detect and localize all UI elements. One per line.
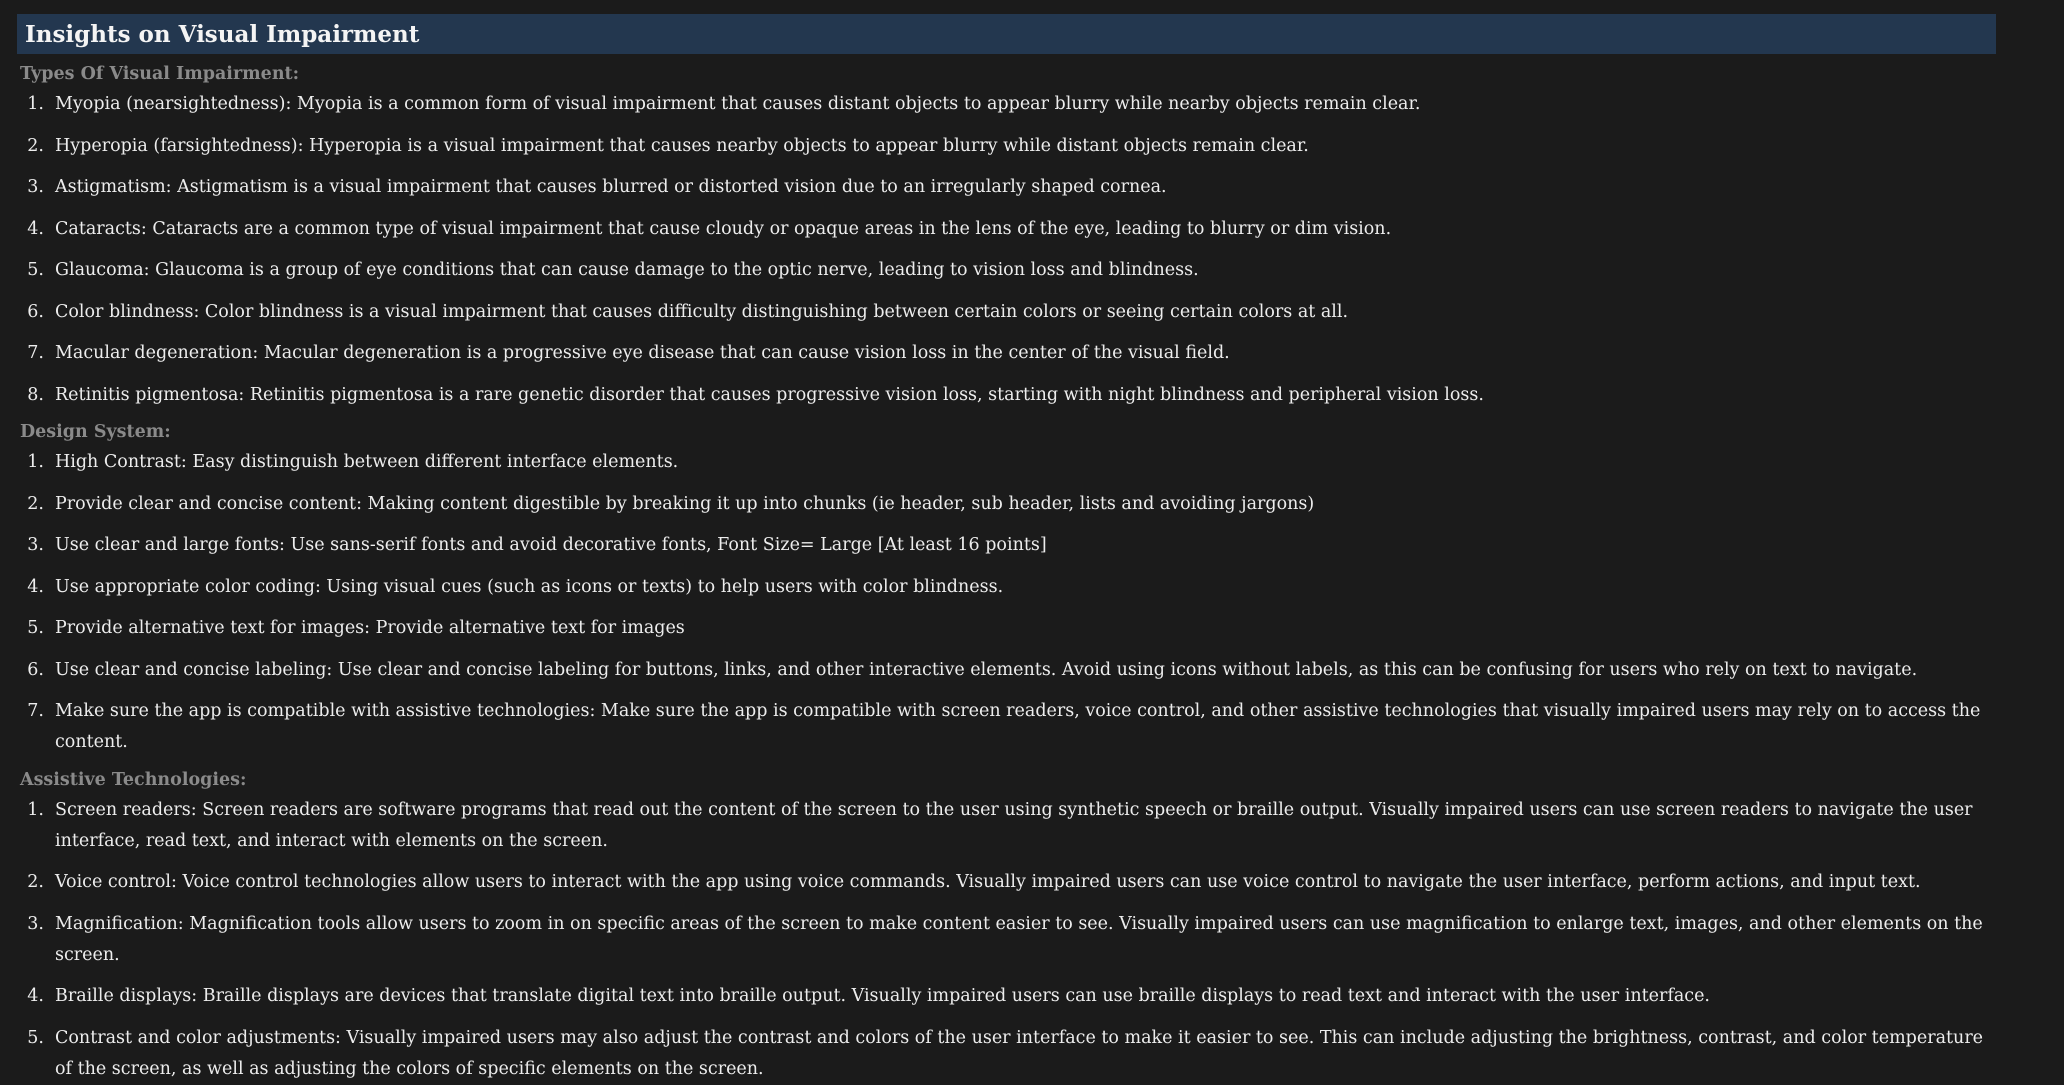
list-item-text: Make sure the app is compatible with assistive technologies: Make sure the app is compatible with screen readers, voice control, and other assistive technologies that visually impaired users may rely on to access the content. (55, 701, 1981, 752)
list-number: 4. (27, 986, 44, 1006)
list-item (17, 1023, 1992, 1085)
list-item (17, 867, 1992, 898)
list-item (17, 655, 1992, 686)
list-number: 1. (27, 799, 44, 820)
list-item-text: Retinitis pigmentosa: Retinitis pigmentosa is a rare genetic disorder that causes progressive vision loss, starting with night blindness and peripheral vision loss. (55, 384, 1484, 405)
list-item-text: Use clear and large fonts: Use sans-serif fonts and avoid decorative fonts, Font Size= Large [At least 16 points] (55, 535, 1047, 555)
list-item-text: Voice control: Voice control technologies allow users to interact with the app using voice commands. Visually impaired users can use voice control to navigate the user interface, perform actions, and input text. (55, 872, 1921, 892)
list-item-text: Glaucoma: Glaucoma is a group of eye conditions that can cause damage to the optic nerve, leading to vision loss and blindness. (55, 260, 1199, 280)
list-item (17, 489, 1992, 520)
list-item-text: Provide alternative text for images: Provide alternative text for images (55, 618, 685, 638)
list-item (17, 981, 1992, 1012)
list-item-text: Contrast and color adjustments: Visually impaired users may also adjust the contrast and colors of the user interface to make it easier to see. This can include adjusting the brightness, contrast, and color temperature of the screen, as well as adjusting the colors of specific elements on the screen. (55, 1027, 1984, 1079)
list-number: 4. (27, 218, 44, 239)
list-number: 8. (27, 384, 44, 405)
list-number: 6. (27, 301, 44, 322)
list-number: 5. (27, 618, 44, 638)
section-heading-assistive-technologies: Assistive Technologies: (20, 769, 247, 790)
list-item-text: Cataracts: Cataracts are a common type of visual impairment that cause cloudy or opaque areas in the lens of the eye, leading to blurry or dim vision. (55, 218, 1392, 239)
section-heading-types: Types Of Visual Impairment: (20, 64, 300, 84)
list-number: 3. (27, 177, 44, 197)
page-title: Insights on Visual Impairment (17, 14, 1996, 54)
list-number: 2. (27, 872, 44, 892)
list-item-text: Use appropriate color coding: Using visual cues (such as icons or texts) to help users with color blindness. (55, 576, 1004, 597)
list-item (17, 255, 1992, 286)
list-item (17, 297, 1992, 328)
list-item-text: Use clear and concise labeling: Use clear and concise labeling for buttons, links, and other interactive elements. Avoid using icons without labels, as this can be confusing for users who rely on text to navigate. (55, 659, 1918, 680)
list-item (17, 795, 1992, 857)
list-item (17, 172, 1992, 203)
list-item-text: Myopia (nearsightedness): Myopia is a common form of visual impairment that causes distant objects to appear blurry while nearby objects remain clear. (55, 94, 1421, 114)
list-number: 2. (27, 493, 44, 514)
list-item-text: Screen readers: Screen readers are software programs that read out the content of the screen to the user using synthetic speech or braille output. Visually impaired users can use screen readers to navigate the user interface, read text, and interact with elements on the screen. (55, 799, 1973, 851)
list-number: 7. (27, 343, 44, 363)
list-number: 7. (27, 701, 44, 721)
list-item (17, 613, 1992, 644)
list-item-text: Color blindness: Color blindness is a visual impairment that causes difficulty distinguishing between certain colors or seeing certain colors at all. (55, 301, 1349, 322)
list-item (17, 380, 1992, 411)
list-number: 1. (27, 94, 44, 114)
list-number: 1. (27, 452, 44, 472)
list-item-text: Astigmatism: Astigmatism is a visual impairment that causes blurred or distorted vision due to an irregularly shaped cornea. (55, 177, 1167, 197)
list-number: 5. (27, 260, 44, 280)
section-heading-design-system: Design System: (20, 422, 171, 442)
list-item-text: Hyperopia (farsightedness): Hyperopia is a visual impairment that causes nearby objects to appear blurry while distant objects remain clear. (55, 135, 1309, 156)
list-item (17, 909, 1992, 971)
list-number: 2. (27, 135, 44, 156)
list-item (17, 447, 1992, 478)
list-item-text: High Contrast: Easy distinguish between different interface elements. (55, 452, 679, 472)
types-list (17, 89, 1992, 411)
assistive-technologies-list (17, 795, 1992, 1085)
list-item-text: Braille displays: Braille displays are devices that translate digital text into braille output. Visually impaired users can use braille displays to read text and interact with the user interface. (55, 986, 1710, 1006)
list-item (17, 530, 1992, 561)
list-number: 3. (27, 913, 44, 934)
list-number: 4. (27, 576, 44, 597)
list-item (17, 131, 1992, 162)
list-item (17, 696, 1992, 758)
list-item-text: Provide clear and concise content: Making content digestible by breaking it up into chunks (ie header, sub header, lists and avoiding jargons) (55, 493, 1315, 514)
list-number: 6. (27, 659, 44, 680)
list-item (17, 338, 1992, 369)
list-number: 5. (27, 1027, 44, 1048)
list-item-text: Macular degeneration: Macular degeneration is a progressive eye disease that can cause vision loss in the center of the visual field. (55, 343, 1230, 363)
list-item-text: Magnification: Magnification tools allow users to zoom in on specific areas of the screen to make content easier to see. Visually impaired users can use magnification to enlarge text, images, and other elements on the screen. (55, 913, 1983, 965)
list-item (17, 214, 1992, 245)
list-item (17, 572, 1992, 603)
list-number: 3. (27, 535, 44, 555)
design-system-list (17, 447, 1992, 758)
list-item (17, 89, 1992, 120)
